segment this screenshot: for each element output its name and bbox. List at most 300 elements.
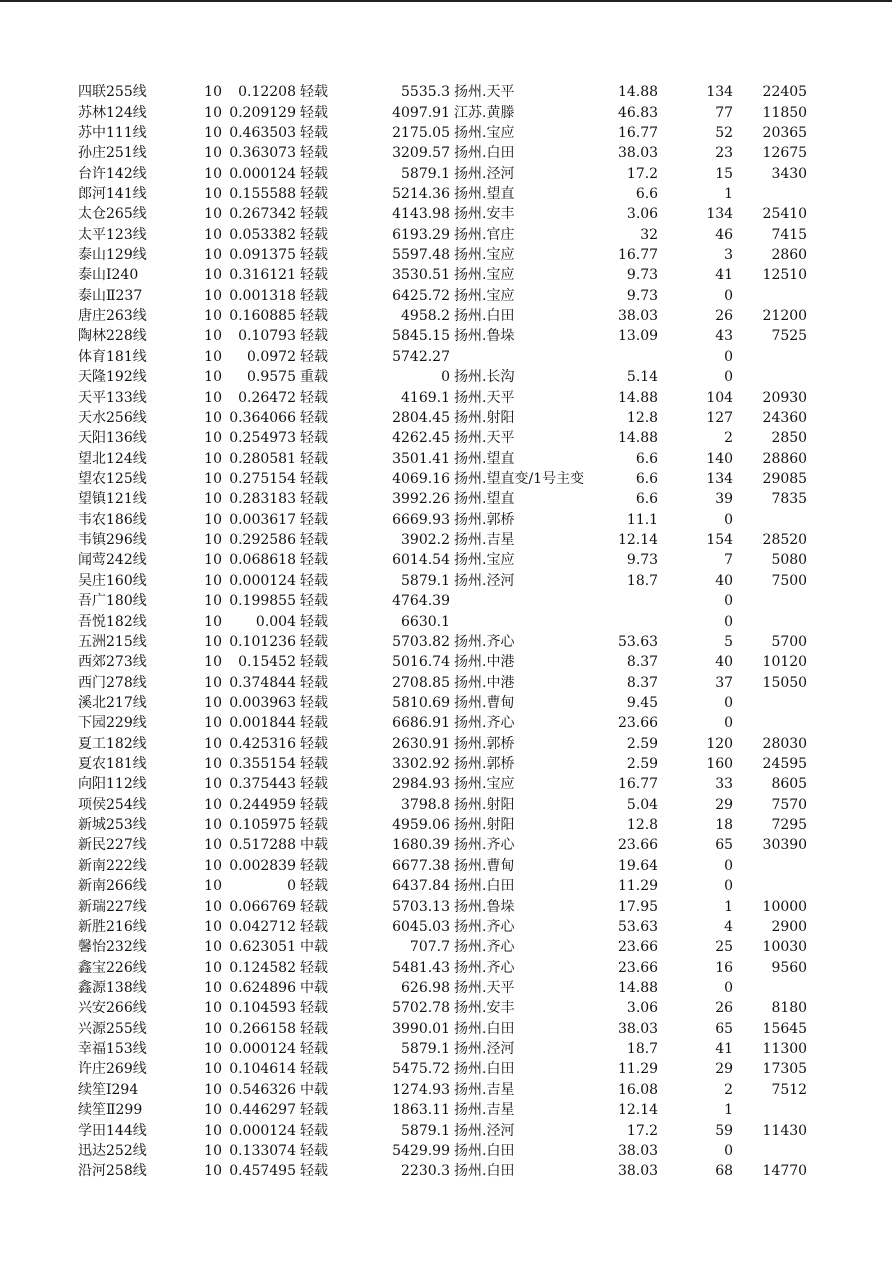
total-capacity-cell[interactable]: 8180 — [771, 1000, 808, 1017]
voltage-cell[interactable]: 10 — [204, 633, 222, 650]
load-rate-cell[interactable]: 0.517288 — [229, 837, 296, 854]
line-name-cell[interactable]: 新南222线 — [78, 857, 147, 874]
load-status-cell[interactable]: 轻载 — [300, 918, 328, 935]
load-rate-cell[interactable]: 0.375443 — [229, 776, 296, 793]
distance-cell[interactable]: 12.14 — [617, 532, 659, 549]
distance-cell[interactable]: 14.88 — [617, 979, 659, 996]
capacity-cell[interactable]: 5016.74 — [392, 654, 450, 671]
user-count-cell[interactable]: 65 — [715, 837, 734, 854]
voltage-cell[interactable]: 10 — [204, 389, 222, 406]
load-rate-cell[interactable]: 0.003963 — [229, 694, 296, 711]
line-name-cell[interactable]: 沿河258线 — [78, 1163, 147, 1180]
load-rate-cell[interactable]: 0.104614 — [229, 1061, 296, 1078]
load-rate-cell[interactable]: 0.160885 — [229, 308, 296, 325]
capacity-cell[interactable]: 6437.84 — [392, 878, 450, 895]
line-name-cell[interactable]: 新民227线 — [78, 837, 147, 854]
load-status-cell[interactable]: 轻载 — [300, 1061, 328, 1078]
user-count-cell[interactable]: 26 — [715, 1000, 734, 1017]
substation-cell[interactable] — [450, 347, 584, 367]
line-name-cell[interactable]: 泰山129线 — [78, 247, 147, 264]
total-capacity-cell[interactable]: 12510 — [762, 267, 808, 284]
user-count-cell[interactable]: 1 — [724, 898, 734, 915]
load-status-cell[interactable]: 中载 — [300, 939, 328, 956]
total-capacity-cell[interactable] — [733, 184, 807, 204]
voltage-cell[interactable]: 10 — [204, 796, 222, 813]
user-count-cell[interactable]: 2 — [724, 430, 734, 447]
voltage-cell[interactable]: 10 — [204, 369, 222, 386]
user-count-cell[interactable]: 33 — [715, 776, 734, 793]
voltage-cell[interactable]: 10 — [204, 308, 222, 325]
substation-cell[interactable]: 扬州.鲁垛 — [454, 328, 515, 345]
voltage-cell[interactable]: 10 — [204, 145, 222, 162]
load-rate-cell[interactable]: 0.26472 — [238, 389, 296, 406]
load-rate-cell[interactable]: 0.000124 — [229, 1041, 296, 1058]
user-count-cell[interactable]: 77 — [715, 104, 734, 121]
load-rate-cell[interactable]: 0.000124 — [229, 1122, 296, 1139]
load-rate-cell[interactable]: 0.292586 — [229, 532, 296, 549]
distance-cell[interactable]: 6.6 — [635, 491, 659, 508]
substation-cell[interactable]: 扬州.泾河 — [454, 165, 515, 182]
voltage-cell[interactable]: 10 — [204, 776, 222, 793]
load-rate-cell[interactable]: 0.001318 — [229, 287, 296, 304]
distance-cell[interactable]: 11.29 — [617, 1061, 659, 1078]
voltage-cell[interactable]: 10 — [204, 1000, 222, 1017]
substation-cell[interactable]: 扬州.宝应 — [454, 776, 515, 793]
user-count-cell[interactable]: 7 — [724, 552, 734, 569]
total-capacity-cell[interactable]: 7415 — [771, 226, 808, 243]
total-capacity-cell[interactable] — [733, 286, 807, 306]
load-status-cell[interactable]: 中载 — [300, 979, 328, 996]
user-count-cell[interactable]: 46 — [715, 226, 734, 243]
line-name-cell[interactable]: 续笙Ⅰ294 — [78, 1081, 139, 1098]
line-name-cell[interactable]: 兴安266线 — [78, 1000, 147, 1017]
user-count-cell[interactable]: 160 — [706, 756, 734, 773]
user-count-cell[interactable]: 52 — [715, 124, 734, 141]
user-count-cell[interactable]: 0 — [724, 613, 734, 630]
distance-cell[interactable]: 9.73 — [626, 552, 659, 569]
load-rate-cell[interactable]: 0.244959 — [229, 796, 296, 813]
user-count-cell[interactable]: 0 — [724, 857, 734, 874]
distance-cell[interactable]: 13.09 — [617, 328, 659, 345]
total-capacity-cell[interactable]: 2850 — [771, 430, 808, 447]
distance-cell[interactable]: 53.63 — [617, 633, 659, 650]
distance-cell[interactable]: 38.03 — [617, 1163, 659, 1180]
line-name-cell[interactable]: 新城253线 — [78, 817, 147, 834]
substation-cell[interactable]: 扬州.白田 — [454, 1142, 515, 1159]
voltage-cell[interactable]: 10 — [204, 471, 222, 487]
capacity-cell[interactable]: 2708.85 — [392, 674, 450, 691]
capacity-cell[interactable]: 4764.39 — [392, 593, 450, 610]
substation-cell[interactable]: 扬州.天平 — [454, 84, 515, 101]
total-capacity-cell[interactable]: 12675 — [762, 145, 808, 162]
capacity-cell[interactable]: 4958.2 — [401, 308, 450, 325]
load-rate-cell[interactable]: 0.546326 — [229, 1081, 296, 1098]
substation-cell[interactable]: 扬州.曹甸 — [454, 857, 515, 874]
substation-cell[interactable]: 扬州.宝应 — [454, 124, 515, 141]
load-rate-cell[interactable]: 0.209129 — [229, 104, 296, 121]
capacity-cell[interactable]: 3501.41 — [392, 450, 450, 467]
distance-cell[interactable]: 11.29 — [617, 878, 659, 895]
line-name-cell[interactable]: 天阳136线 — [78, 430, 147, 447]
distance-cell[interactable]: 23.66 — [617, 959, 659, 976]
load-rate-cell[interactable]: 0.9575 — [247, 369, 296, 386]
load-rate-cell[interactable]: 0.105975 — [229, 817, 296, 834]
distance-cell[interactable]: 16.77 — [617, 776, 659, 793]
load-status-cell[interactable]: 轻载 — [300, 206, 328, 223]
distance-cell[interactable]: 3.06 — [626, 206, 659, 223]
line-name-cell[interactable]: 鑫宝226线 — [78, 959, 147, 976]
line-name-cell[interactable]: 台许142线 — [78, 165, 147, 182]
load-status-cell[interactable]: 轻载 — [300, 308, 328, 325]
capacity-cell[interactable]: 6045.03 — [392, 918, 450, 935]
load-status-cell[interactable]: 轻载 — [300, 1142, 328, 1159]
line-name-cell[interactable]: 苏中111线 — [78, 124, 147, 141]
distance-cell[interactable]: 23.66 — [617, 837, 659, 854]
substation-cell[interactable]: 扬州.中港 — [454, 654, 515, 671]
load-rate-cell[interactable]: 0.002839 — [229, 857, 296, 874]
substation-cell[interactable]: 扬州.射阳 — [454, 409, 515, 426]
substation-cell[interactable]: 扬州.郭桥 — [454, 511, 515, 528]
load-rate-cell[interactable]: 0.001844 — [229, 715, 296, 732]
distance-cell[interactable]: 12.8 — [626, 817, 659, 834]
capacity-cell[interactable]: 2175.05 — [392, 124, 450, 141]
capacity-cell[interactable]: 5475.72 — [392, 1061, 450, 1078]
voltage-cell[interactable]: 10 — [204, 572, 222, 589]
substation-cell[interactable] — [450, 611, 584, 631]
capacity-cell[interactable]: 5879.1 — [401, 165, 450, 182]
load-status-cell[interactable]: 轻载 — [300, 898, 328, 915]
load-status-cell[interactable]: 轻载 — [300, 613, 328, 630]
total-capacity-cell[interactable] — [733, 591, 807, 611]
total-capacity-cell[interactable]: 28860 — [762, 450, 808, 467]
capacity-cell[interactable]: 3530.51 — [392, 267, 450, 284]
load-status-cell[interactable]: 重载 — [300, 369, 328, 386]
load-status-cell[interactable]: 轻载 — [300, 145, 328, 162]
voltage-cell[interactable]: 10 — [204, 124, 222, 141]
user-count-cell[interactable]: 104 — [706, 389, 734, 406]
distance-cell[interactable]: 38.03 — [617, 145, 659, 162]
user-count-cell[interactable]: 1 — [724, 1102, 734, 1119]
total-capacity-cell[interactable]: 5080 — [771, 552, 808, 569]
capacity-cell[interactable]: 0 — [441, 369, 450, 386]
load-status-cell[interactable]: 轻载 — [300, 674, 328, 691]
line-name-cell[interactable]: 吴庄160线 — [78, 572, 147, 589]
load-rate-cell[interactable]: 0.091375 — [229, 247, 296, 264]
line-name-cell[interactable]: 夏工182线 — [78, 735, 147, 752]
total-capacity-cell[interactable]: 7525 — [771, 328, 808, 345]
substation-cell[interactable]: 扬州.白田 — [454, 878, 515, 895]
substation-cell[interactable]: 扬州.齐心 — [454, 939, 515, 956]
substation-cell[interactable]: 扬州.安丰 — [454, 1000, 515, 1017]
capacity-cell[interactable]: 5742.27 — [392, 348, 450, 365]
capacity-cell[interactable]: 6630.1 — [401, 613, 450, 630]
distance-cell[interactable]: 16.08 — [617, 1081, 659, 1098]
total-capacity-cell[interactable]: 10120 — [762, 654, 808, 671]
load-status-cell[interactable]: 轻载 — [300, 84, 328, 101]
line-name-cell[interactable]: 天平133线 — [78, 389, 147, 406]
load-rate-cell[interactable]: 0 — [287, 878, 296, 895]
user-count-cell[interactable]: 0 — [724, 979, 734, 996]
capacity-cell[interactable]: 6669.93 — [392, 511, 450, 528]
total-capacity-cell[interactable]: 29085 — [762, 471, 808, 487]
total-capacity-cell[interactable]: 28030 — [762, 735, 808, 752]
load-rate-cell[interactable]: 0.068618 — [229, 552, 296, 569]
distance-cell[interactable]: 9.73 — [626, 287, 659, 304]
distance-cell[interactable]: 38.03 — [617, 1020, 659, 1037]
line-name-cell[interactable]: 新胜216线 — [78, 918, 147, 935]
total-capacity-cell[interactable] — [733, 347, 807, 367]
total-capacity-cell[interactable]: 3430 — [771, 165, 808, 182]
capacity-cell[interactable]: 5845.15 — [392, 328, 450, 345]
line-name-cell[interactable]: 溪北217线 — [78, 694, 147, 711]
line-name-cell[interactable]: 泰山Ⅰ240 — [78, 267, 139, 284]
line-name-cell[interactable]: 望北124线 — [78, 450, 147, 467]
substation-cell[interactable] — [450, 591, 584, 611]
substation-cell[interactable]: 扬州.泾河 — [454, 1041, 515, 1058]
substation-cell[interactable]: 扬州.吉星 — [454, 532, 515, 549]
capacity-cell[interactable]: 6193.29 — [392, 226, 450, 243]
voltage-cell[interactable]: 10 — [204, 409, 222, 426]
capacity-cell[interactable]: 3209.57 — [392, 145, 450, 162]
voltage-cell[interactable]: 10 — [204, 1163, 222, 1180]
load-status-cell[interactable]: 轻载 — [300, 735, 328, 752]
load-rate-cell[interactable]: 0.12208 — [238, 84, 296, 101]
distance-cell[interactable]: 32 — [640, 226, 659, 243]
total-capacity-cell[interactable] — [733, 510, 807, 530]
substation-cell[interactable]: 扬州.望直 — [454, 185, 515, 202]
distance-cell[interactable]: 17.2 — [626, 1122, 659, 1139]
load-status-cell[interactable]: 轻载 — [300, 247, 328, 264]
distance-cell[interactable]: 6.6 — [635, 450, 659, 467]
load-status-cell[interactable]: 轻载 — [300, 491, 328, 508]
total-capacity-cell[interactable]: 7835 — [771, 491, 808, 508]
total-capacity-cell[interactable]: 10000 — [762, 898, 808, 915]
load-rate-cell[interactable]: 0.004 — [255, 613, 296, 630]
total-capacity-cell[interactable]: 2860 — [771, 247, 808, 264]
load-status-cell[interactable]: 轻载 — [300, 1041, 328, 1058]
user-count-cell[interactable]: 4 — [724, 918, 734, 935]
voltage-cell[interactable]: 10 — [204, 593, 222, 610]
voltage-cell[interactable]: 10 — [204, 613, 222, 630]
load-rate-cell[interactable]: 0.316121 — [229, 267, 296, 284]
line-name-cell[interactable]: 韦农186线 — [78, 511, 147, 528]
distance-cell[interactable]: 5.14 — [626, 369, 659, 386]
voltage-cell[interactable]: 10 — [204, 1020, 222, 1037]
voltage-cell[interactable]: 10 — [204, 348, 222, 365]
capacity-cell[interactable]: 4143.98 — [392, 206, 450, 223]
substation-cell[interactable]: 扬州.白田 — [454, 145, 515, 162]
user-count-cell[interactable]: 1 — [724, 185, 734, 202]
capacity-cell[interactable]: 1863.11 — [392, 1102, 450, 1119]
substation-cell[interactable]: 扬州.射阳 — [454, 817, 515, 834]
line-name-cell[interactable]: 兴源255线 — [78, 1020, 147, 1037]
load-status-cell[interactable]: 轻载 — [300, 959, 328, 976]
capacity-cell[interactable]: 2984.93 — [392, 776, 450, 793]
line-name-cell[interactable]: 郎河141线 — [78, 185, 147, 202]
voltage-cell[interactable]: 10 — [204, 939, 222, 956]
user-count-cell[interactable]: 23 — [715, 145, 734, 162]
user-count-cell[interactable]: 0 — [724, 715, 734, 732]
user-count-cell[interactable]: 41 — [715, 267, 734, 284]
voltage-cell[interactable]: 10 — [204, 226, 222, 243]
line-name-cell[interactable]: 续笙Ⅱ299 — [78, 1102, 143, 1119]
capacity-cell[interactable]: 1680.39 — [392, 837, 450, 854]
voltage-cell[interactable]: 10 — [204, 918, 222, 935]
capacity-cell[interactable]: 4262.45 — [392, 430, 450, 447]
load-status-cell[interactable]: 轻载 — [300, 715, 328, 732]
load-status-cell[interactable]: 轻载 — [300, 776, 328, 793]
user-count-cell[interactable]: 41 — [715, 1041, 734, 1058]
substation-cell[interactable]: 扬州.射阳 — [454, 796, 515, 813]
voltage-cell[interactable]: 10 — [204, 817, 222, 834]
load-status-cell[interactable]: 轻载 — [300, 471, 328, 487]
load-rate-cell[interactable]: 0.133074 — [229, 1142, 296, 1159]
distance-cell[interactable]: 8.37 — [626, 674, 659, 691]
load-rate-cell[interactable]: 0.124582 — [229, 959, 296, 976]
total-capacity-cell[interactable] — [733, 876, 807, 896]
load-status-cell[interactable]: 轻载 — [300, 450, 328, 467]
user-count-cell[interactable]: 0 — [724, 1142, 734, 1159]
line-name-cell[interactable]: 唐庄263线 — [78, 308, 147, 325]
line-name-cell[interactable]: 新南266线 — [78, 878, 147, 895]
capacity-cell[interactable]: 5703.82 — [392, 633, 450, 650]
user-count-cell[interactable]: 18 — [715, 817, 734, 834]
voltage-cell[interactable]: 10 — [204, 1122, 222, 1139]
distance-cell[interactable]: 18.7 — [626, 572, 659, 589]
substation-cell[interactable]: 扬州.望直 — [454, 450, 515, 467]
substation-cell[interactable]: 扬州.中港 — [454, 674, 515, 691]
user-count-cell[interactable]: 39 — [715, 491, 734, 508]
substation-cell[interactable]: 扬州.天平 — [454, 430, 515, 447]
user-count-cell[interactable]: 134 — [706, 206, 734, 223]
load-rate-cell[interactable]: 0.267342 — [229, 206, 296, 223]
capacity-cell[interactable]: 5879.1 — [401, 572, 450, 589]
load-status-cell[interactable]: 轻载 — [300, 857, 328, 874]
user-count-cell[interactable]: 37 — [715, 674, 734, 691]
voltage-cell[interactable]: 10 — [204, 267, 222, 284]
user-count-cell[interactable]: 5 — [724, 633, 734, 650]
substation-cell[interactable]: 扬州.望直变/1号主变 — [454, 471, 585, 487]
user-count-cell[interactable]: 2 — [724, 1081, 734, 1098]
load-status-cell[interactable]: 轻载 — [300, 267, 328, 284]
line-name-cell[interactable]: 吾广180线 — [78, 593, 147, 610]
load-status-cell[interactable]: 轻载 — [300, 817, 328, 834]
user-count-cell[interactable]: 40 — [715, 654, 734, 671]
load-status-cell[interactable]: 轻载 — [300, 1122, 328, 1139]
load-status-cell[interactable]: 轻载 — [300, 694, 328, 711]
capacity-cell[interactable]: 3990.01 — [392, 1020, 450, 1037]
line-name-cell[interactable]: 望镇121线 — [78, 491, 147, 508]
capacity-cell[interactable]: 5597.48 — [392, 247, 450, 264]
total-capacity-cell[interactable]: 11850 — [762, 104, 808, 121]
load-rate-cell[interactable]: 0.104593 — [229, 1000, 296, 1017]
substation-cell[interactable]: 扬州.长沟 — [454, 369, 515, 386]
total-capacity-cell[interactable]: 20365 — [762, 124, 808, 141]
user-count-cell[interactable]: 0 — [724, 593, 734, 610]
load-status-cell[interactable]: 轻载 — [300, 633, 328, 650]
load-status-cell[interactable]: 轻载 — [300, 1020, 328, 1037]
substation-cell[interactable]: 扬州.宝应 — [454, 267, 515, 284]
total-capacity-cell[interactable] — [733, 367, 807, 387]
user-count-cell[interactable]: 134 — [706, 471, 734, 487]
load-rate-cell[interactable]: 0.446297 — [229, 1102, 296, 1119]
voltage-cell[interactable]: 10 — [204, 532, 222, 549]
user-count-cell[interactable]: 3 — [724, 247, 734, 264]
capacity-cell[interactable]: 707.7 — [409, 939, 450, 956]
load-status-cell[interactable]: 中载 — [300, 1081, 328, 1098]
substation-cell[interactable]: 扬州.白田 — [454, 1163, 515, 1180]
load-rate-cell[interactable]: 0.254973 — [229, 430, 296, 447]
line-name-cell[interactable]: 西门278线 — [78, 674, 147, 691]
load-status-cell[interactable]: 中载 — [300, 837, 328, 854]
distance-cell[interactable]: 12.14 — [617, 1102, 659, 1119]
distance-cell[interactable]: 14.88 — [617, 430, 659, 447]
total-capacity-cell[interactable] — [733, 1141, 807, 1161]
total-capacity-cell[interactable]: 25410 — [762, 206, 808, 223]
capacity-cell[interactable]: 626.98 — [401, 979, 450, 996]
user-count-cell[interactable]: 29 — [715, 1061, 734, 1078]
load-rate-cell[interactable]: 0.457495 — [229, 1163, 296, 1180]
load-status-cell[interactable]: 轻载 — [300, 430, 328, 447]
distance-cell[interactable]: 53.63 — [617, 918, 659, 935]
user-count-cell[interactable]: 68 — [715, 1163, 734, 1180]
capacity-cell[interactable]: 4097.91 — [392, 104, 450, 121]
total-capacity-cell[interactable]: 7512 — [771, 1081, 808, 1098]
voltage-cell[interactable]: 10 — [204, 959, 222, 976]
capacity-cell[interactable]: 1274.93 — [392, 1081, 450, 1098]
total-capacity-cell[interactable] — [733, 1100, 807, 1120]
line-name-cell[interactable]: 泰山Ⅱ237 — [78, 287, 143, 304]
line-name-cell[interactable]: 幸福153线 — [78, 1041, 147, 1058]
total-capacity-cell[interactable]: 11300 — [762, 1041, 808, 1058]
total-capacity-cell[interactable]: 17305 — [762, 1061, 808, 1078]
distance-cell[interactable]: 46.83 — [617, 104, 659, 121]
distance-cell[interactable]: 9.45 — [626, 694, 659, 711]
line-name-cell[interactable]: 太仓265线 — [78, 206, 147, 223]
voltage-cell[interactable]: 10 — [204, 247, 222, 264]
load-rate-cell[interactable]: 0.042712 — [229, 918, 296, 935]
voltage-cell[interactable]: 10 — [204, 837, 222, 854]
line-name-cell[interactable]: 闻莺242线 — [78, 552, 147, 569]
voltage-cell[interactable]: 10 — [204, 1142, 222, 1159]
distance-cell[interactable]: 8.37 — [626, 654, 659, 671]
user-count-cell[interactable]: 29 — [715, 796, 734, 813]
substation-cell[interactable]: 扬州.宝应 — [454, 247, 515, 264]
user-count-cell[interactable]: 16 — [715, 959, 734, 976]
total-capacity-cell[interactable]: 11430 — [762, 1122, 808, 1139]
load-status-cell[interactable]: 轻载 — [300, 572, 328, 589]
load-rate-cell[interactable]: 0.425316 — [229, 735, 296, 752]
distance-cell[interactable]: 12.8 — [626, 409, 659, 426]
load-status-cell[interactable]: 轻载 — [300, 532, 328, 549]
load-status-cell[interactable]: 轻载 — [300, 185, 328, 202]
load-rate-cell[interactable]: 0.000124 — [229, 165, 296, 182]
voltage-cell[interactable]: 10 — [204, 491, 222, 508]
distance-cell[interactable]: 23.66 — [617, 715, 659, 732]
user-count-cell[interactable]: 154 — [706, 532, 734, 549]
capacity-cell[interactable]: 5703.13 — [392, 898, 450, 915]
user-count-cell[interactable]: 0 — [724, 287, 734, 304]
total-capacity-cell[interactable] — [733, 978, 807, 998]
capacity-cell[interactable]: 6425.72 — [392, 287, 450, 304]
capacity-cell[interactable]: 3902.2 — [401, 532, 450, 549]
load-rate-cell[interactable]: 0.280581 — [229, 450, 296, 467]
line-name-cell[interactable]: 西郊273线 — [78, 654, 147, 671]
total-capacity-cell[interactable]: 10030 — [762, 939, 808, 956]
line-name-cell[interactable]: 韦镇296线 — [78, 532, 147, 549]
voltage-cell[interactable]: 10 — [204, 1102, 222, 1119]
distance-cell[interactable]: 16.77 — [617, 124, 659, 141]
